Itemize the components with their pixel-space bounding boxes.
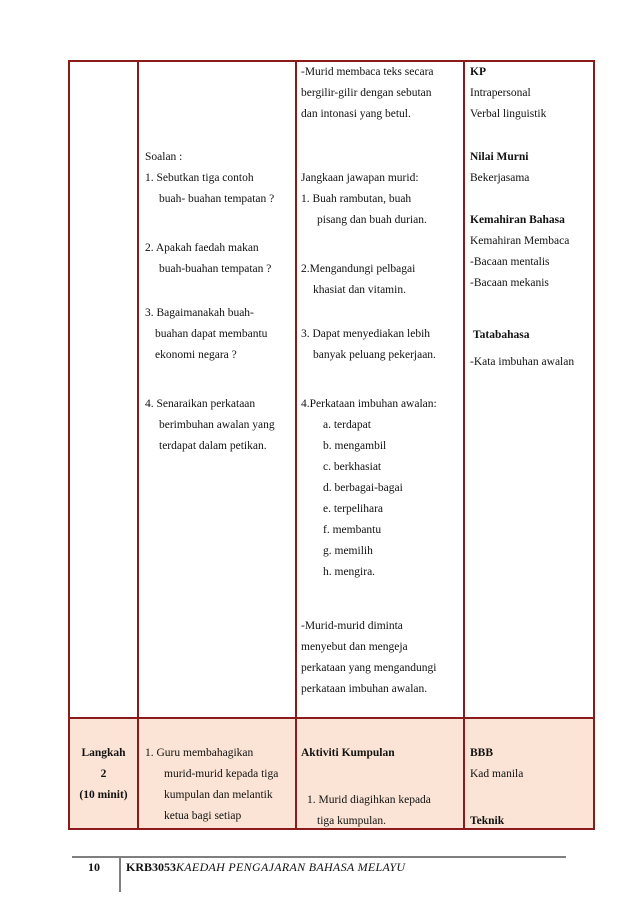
question-line: buahan dapat membantu (155, 328, 268, 340)
text-line: dan intonasi yang betul. (301, 108, 411, 120)
col2-q2 (145, 238, 271, 280)
question-line: 1. Sebutkan tiga contoh (145, 172, 254, 184)
bbb-item: Kad manila (470, 768, 524, 780)
teknik-heading: Teknik (470, 815, 505, 827)
text-line: -Murid membaca teks secara (301, 66, 434, 78)
text-line: bergilir-gilir dengan sebutan (301, 87, 432, 99)
bbb-heading: BBB (470, 747, 494, 759)
kemahiran-item: -Bacaan mentalis (470, 256, 550, 268)
langkah-col4-teknik (470, 811, 504, 832)
answer-item: g. memilih (323, 545, 373, 557)
kemahiran-heading: Kemahiran Bahasa (470, 214, 565, 226)
questions-heading: Soalan : (145, 151, 183, 163)
question-line: buah-buahan tempatan ? (159, 263, 272, 275)
answer-item: c. berkhasiat (323, 461, 382, 473)
answer-item: b. mengambil (323, 440, 387, 452)
col3-a2 (301, 259, 415, 301)
col4-top-text (470, 62, 546, 125)
tatabahasa-item: -Kata imbuhan awalan (470, 356, 575, 368)
col3-closing (301, 616, 436, 700)
col2-q4 (145, 394, 275, 457)
footer-rule (72, 856, 566, 858)
column-divider-1 (137, 60, 139, 830)
answer-line: pisang dan buah durian. (317, 214, 427, 226)
answers-heading: Jangkaan jawapan murid: (301, 172, 419, 184)
col3-a4 (301, 394, 437, 583)
col3-top-text (301, 62, 434, 125)
course-title: KAEDAH PENGAJARAN BAHASA MELAYU (176, 860, 406, 874)
kp-heading: KP (470, 66, 486, 78)
answer-line: -Murid-murid diminta (301, 620, 403, 632)
question-line: 3. Bagaimanakah buah- (145, 307, 254, 319)
tatabahasa-heading: Tatabahasa (473, 329, 530, 341)
kp-item: Verbal linguistik (470, 108, 547, 120)
step-line: kumpulan dan melantik (164, 789, 273, 801)
langkah-col3 (301, 743, 395, 764)
nilai-item: Bekerjasama (470, 172, 530, 184)
col4-tatabahasa-item (470, 352, 574, 373)
kp-item: Intrapersonal (470, 87, 531, 99)
langkah-col4 (470, 743, 523, 785)
aktiviti-line: tiga kumpulan. (317, 815, 386, 827)
course-code: KRB3053 (126, 860, 177, 874)
step-line: murid-murid kepada tiga (164, 768, 279, 780)
col3-a3 (301, 324, 436, 366)
question-line: 2. Apakah faedah makan (145, 242, 259, 254)
page-number: 10 (88, 860, 100, 874)
answer-line: 1. Buah rambutan, buah (301, 193, 412, 205)
answer-line: khasiat dan vitamin. (313, 284, 406, 296)
langkah-col3-lines (301, 790, 431, 832)
langkah-number: 2 (100, 768, 107, 780)
column-divider-3 (463, 60, 465, 830)
answer-line: perkataan imbuhan awalan. (301, 683, 428, 695)
step-line: 1. Guru membahagikan (145, 747, 254, 759)
answer-item: h. mengira. (323, 566, 376, 578)
answer-item: f. membantu (323, 524, 382, 536)
question-line: terdapat dalam petikan. (159, 440, 267, 452)
answer-line: 3. Dapat menyediakan lebih (301, 328, 431, 340)
col2-q3 (145, 303, 267, 366)
aktiviti-line: 1. Murid diagihkan kepada (307, 794, 431, 806)
row-divider (68, 717, 595, 719)
langkah-label (70, 743, 137, 806)
nilai-heading: Nilai Murni (470, 151, 529, 163)
column-divider-2 (295, 60, 297, 830)
kemahiran-item: -Bacaan mekanis (470, 277, 549, 289)
answer-line: banyak peluang pekerjaan. (313, 349, 436, 361)
langkah-title: Langkah (81, 747, 126, 759)
col4-nilai (470, 147, 529, 189)
col4-tatabahasa (473, 325, 529, 346)
question-line: 4. Senaraikan perkataan (145, 398, 256, 410)
answer-item: e. terpelihara (323, 503, 384, 515)
step-line: ketua bagi setiap (164, 810, 242, 822)
aktiviti-heading: Aktiviti Kumpulan (301, 747, 395, 759)
answer-line: perkataan yang mengandungi (301, 662, 437, 674)
answer-line: menyebut dan mengeja (301, 641, 408, 653)
answer-item: a. terdapat (323, 419, 371, 431)
kemahiran-item: Kemahiran Membaca (470, 235, 570, 247)
question-line: buah- buahan tempatan ? (159, 193, 275, 205)
langkah-col2 (145, 743, 278, 827)
answer-item: d. berbagai-bagai (323, 482, 403, 494)
question-line: ekonomi negara ? (155, 349, 237, 361)
answer-line: 2.Mengandungi pelbagai (301, 263, 416, 275)
langkah-duration: (10 minit) (79, 789, 128, 801)
col2-questions (145, 147, 274, 210)
col3-answers (301, 168, 427, 231)
question-line: berimbuhan awalan yang (159, 419, 275, 431)
footer-divider (119, 856, 121, 892)
col4-kemahiran (470, 210, 569, 294)
answer-line: 4.Perkataan imbuhan awalan: (301, 398, 437, 410)
